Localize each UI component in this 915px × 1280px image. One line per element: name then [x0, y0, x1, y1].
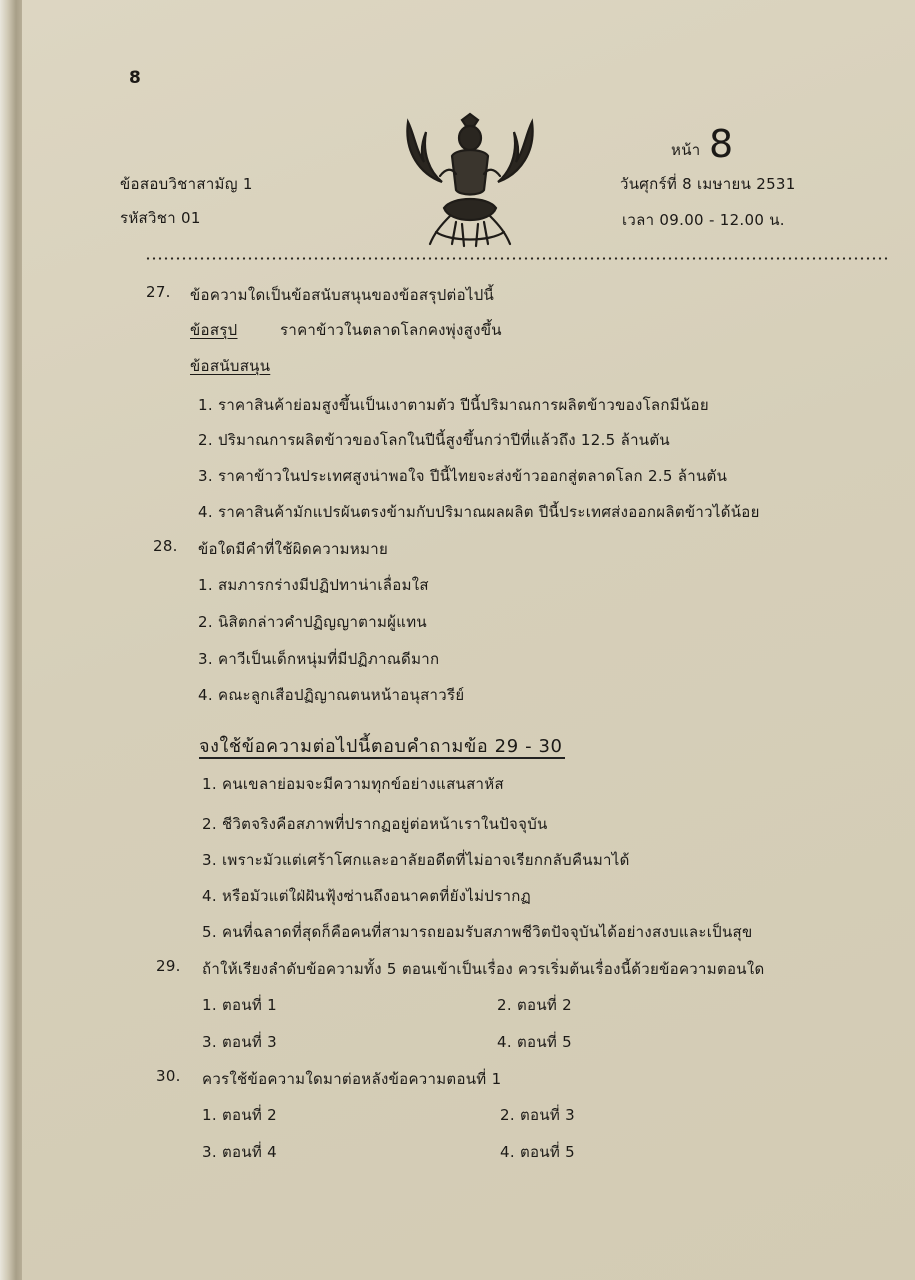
q27-option-3: 3. ราคาข้าวในประเทศสูงน่าพอใจ ปีนี้ไทยจะส่งข้าวออกสู่ตลาดโลก 2.5 ล้านตัน — [198, 467, 728, 485]
q29-option-4: 4. ตอนที่ 5 — [497, 1033, 572, 1051]
exam-page — [22, 0, 915, 1280]
garuda-emblem-icon — [400, 112, 540, 252]
passage-line-3: 3. เพราะมัวแต่เศร้าโศกและอาลัยอดีตที่ไม่อาจเรียกกลับคืนมาได้ — [202, 851, 630, 869]
q28-number: 28. — [153, 537, 178, 555]
corner-page-number: 8 — [129, 68, 142, 88]
passage-heading: จงใช้ข้อความต่อไปนี้ตอบคำถามข้อ 29 - 30 — [199, 736, 563, 757]
q28-option-2: 2. นิสิตกล่าวคำปฏิญญาตามผู้แทน — [198, 613, 427, 631]
q29-option-1: 1. ตอนที่ 1 — [202, 996, 277, 1014]
q29-option-2: 2. ตอนที่ 2 — [497, 996, 572, 1014]
q29-question: ถ้าให้เรียงลำดับข้อความทั้ง 5 ตอนเข้าเป็นเรื่อง ควรเริ่มต้นเรื่องนี้ด้วยข้อความตอนใด — [202, 960, 765, 978]
passage-line-1: 1. คนเขลาย่อมจะมีความทุกข์อย่างแสนสาหัส — [202, 775, 504, 793]
subject-code: รหัสวิชา 01 — [120, 209, 201, 227]
q27-question: ข้อความใดเป็นข้อสนับสนุนของข้อสรุปต่อไปนี้ — [190, 286, 495, 304]
q27-conclusion-label: ข้อสรุป — [190, 321, 238, 339]
q29-number: 29. — [156, 957, 181, 975]
exam-date: วันศุกร์ที่ 8 เมษายน 2531 — [620, 175, 796, 193]
q30-number: 30. — [156, 1067, 181, 1085]
subject-name: ข้อสอบวิชาสามัญ 1 — [120, 175, 253, 193]
q28-option-3: 3. คาวีเป็นเด็กหนุ่มที่มีปฏิภาณดีมาก — [198, 650, 440, 668]
q30-option-4: 4. ตอนที่ 5 — [500, 1143, 575, 1161]
q27-option-2: 2. ปริมาณการผลิตข้าวของโลกในปีนี้สูงขึ้นกว่าปีที่แล้วถึง 12.5 ล้านตัน — [198, 431, 670, 449]
q27-support-label: ข้อสนับสนุน — [190, 357, 271, 375]
header-divider — [145, 257, 890, 260]
passage-line-5: 5. คนที่ฉลาดที่สุดก็คือคนที่สามารถยอมรับสภาพชีวิตปัจจุบันได้อย่างสงบและเป็นสุข — [202, 923, 753, 941]
page-label: หน้า — [671, 141, 701, 159]
q30-option-2: 2. ตอนที่ 3 — [500, 1106, 575, 1124]
q27-number: 27. — [146, 283, 171, 301]
page-number: 8 — [709, 122, 734, 166]
q27-option-4: 4. ราคาสินค้ามักแปรผันตรงข้ามกับปริมาณผลผลิต ปีนี้ประเทศส่งออกผลิตข้าวได้น้อย — [198, 503, 760, 521]
q27-option-1: 1. ราคาสินค้าย่อมสูงขึ้นเป็นเงาตามตัว ปีนี้ปริมาณการผลิตข้าวของโลกมีน้อย — [198, 396, 709, 414]
q28-option-1: 1. สมภารกร่างมีปฏิปทาน่าเลื่อมใส — [198, 576, 429, 594]
q30-option-1: 1. ตอนที่ 2 — [202, 1106, 277, 1124]
q28-question: ข้อใดมีคำที่ใช้ผิดความหมาย — [198, 540, 389, 558]
q30-option-3: 3. ตอนที่ 4 — [202, 1143, 277, 1161]
q27-conclusion-text: ราคาข้าวในตลาดโลกคงพุ่งสูงขึ้น — [280, 321, 502, 339]
passage-line-2: 2. ชีวิตจริงคือสภาพที่ปรากฏอยู่ต่อหน้าเราในปัจจุบัน — [202, 815, 548, 833]
q29-option-3: 3. ตอนที่ 3 — [202, 1033, 277, 1051]
exam-time: เวลา 09.00 - 12.00 น. — [622, 211, 785, 229]
passage-heading-rule — [199, 757, 565, 759]
q28-option-4: 4. คณะลูกเสือปฏิญาณตนหน้าอนุสาวรีย์ — [198, 686, 465, 704]
passage-line-4: 4. หรือมัวแต่ใฝ่ฝันฟุ้งซ่านถึงอนาคตที่ยังไม่ปรากฏ — [202, 887, 531, 905]
q30-question: ควรใช้ข้อความใดมาต่อหลังข้อความตอนที่ 1 — [202, 1070, 502, 1088]
